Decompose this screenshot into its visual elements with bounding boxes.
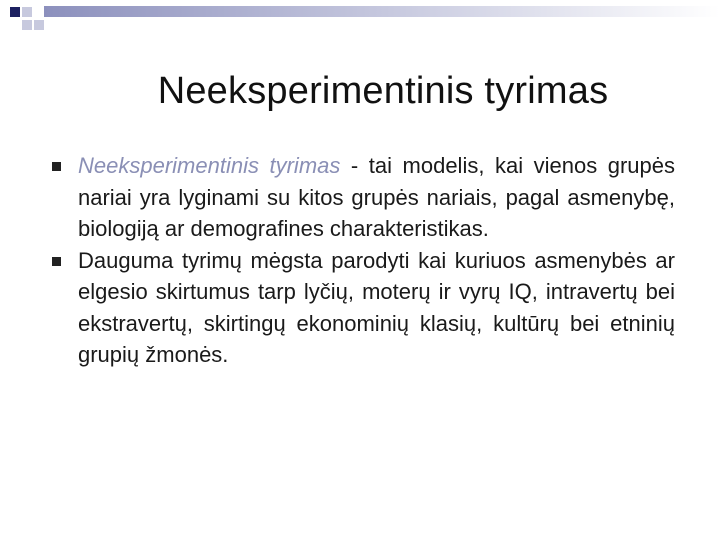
bullet-intro: Neeksperimentinis tyrimas <box>78 153 341 178</box>
square-bullet-icon <box>52 162 61 171</box>
bullet-text: - tai modelis, kai vienos grupės nariai yra lyginami su kitos grupės nariais, pagal asmenybę, biologiją ar demografines charakteristikas. <box>78 153 676 241</box>
bullet-item <box>52 245 675 371</box>
bullet-item <box>52 150 675 245</box>
bullet-text: Dauguma tyrimų mėgsta parodyti kai kuriuos asmenybės ar elgesio skirtumus tarp lyčių, moterų ir vyrų IQ, intravertų bei ekstravertų, skirtingų ekonominių klasių, kultūrų bei etninių grupių žmonės. <box>78 247 675 367</box>
square-bullet-icon <box>52 257 61 266</box>
slide-title: Neeksperimentinis tyrimas <box>157 70 609 112</box>
bullet-list <box>52 150 675 371</box>
header-decoration <box>0 0 720 50</box>
